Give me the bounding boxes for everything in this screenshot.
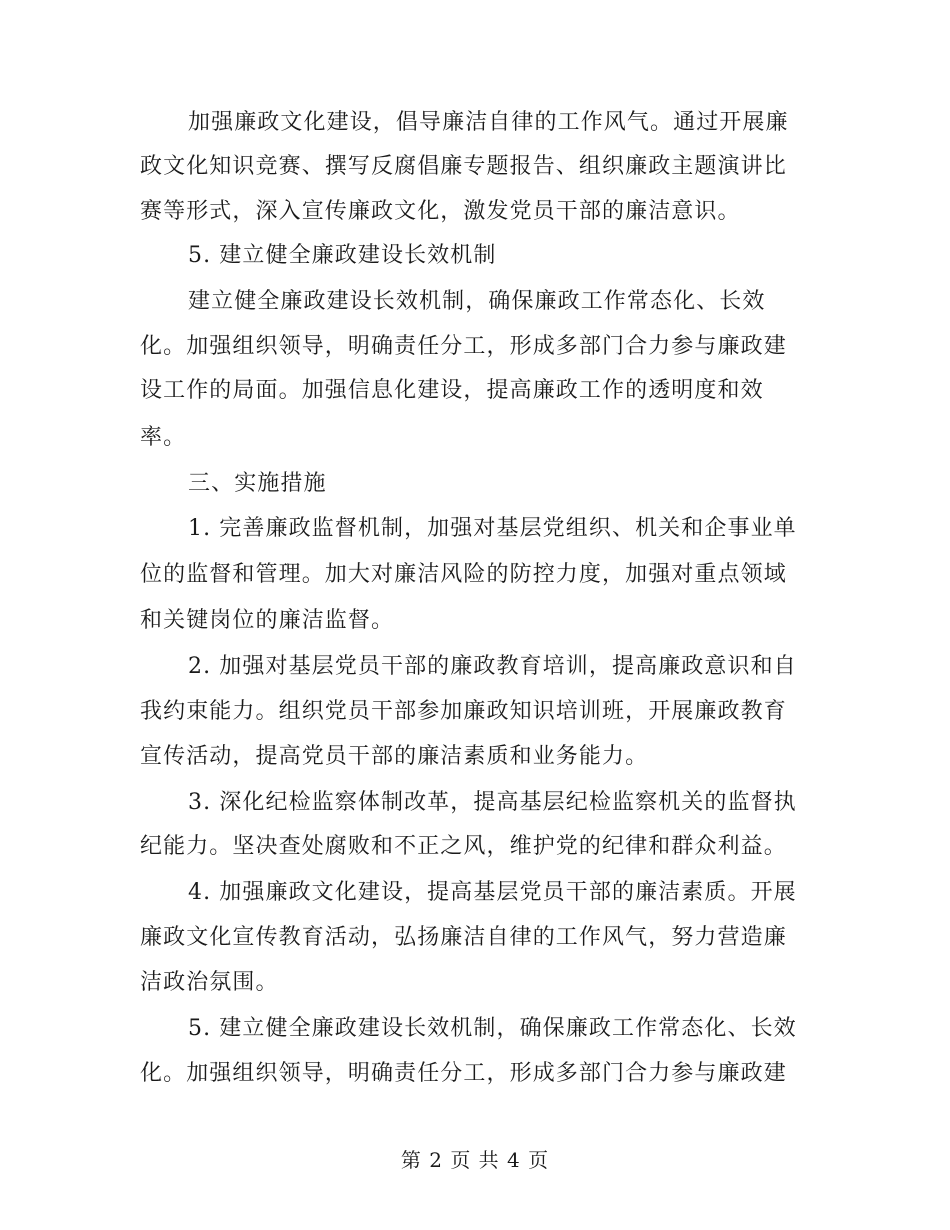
body-line: 和关键岗位的廉洁监督。 — [140, 608, 395, 633]
body-line: 3. 深化纪检监察体制改革，提高基层纪检监察机关的监督执 — [188, 790, 797, 815]
body-line: 化。加强组织领导，明确责任分工，形成多部门合力参与廉政建 — [140, 334, 787, 359]
body-line: 洁政治氛围。 — [140, 970, 279, 995]
body-line: 建立健全廉政建设长效机制，确保廉政工作常态化、长效 — [188, 289, 766, 314]
body-line: 4. 加强廉政文化建设，提高基层党员干部的廉洁素质。开展 — [188, 880, 797, 905]
body-line: 1. 完善廉政监督机制，加强对基层党组织、机关和企事业单 — [188, 516, 797, 541]
section-heading: 5. 建立健全廉政建设长效机制 — [188, 243, 497, 268]
body-line: 宣传活动，提高党员干部的廉洁素质和业务能力。 — [140, 744, 649, 769]
page-number: 第 2 页 共 4 页 — [400, 1148, 550, 1172]
body-line: 我约束能力。组织党员干部参加廉政知识培训班，开展廉政教育 — [140, 699, 787, 724]
body-line: 廉政文化宣传教育活动，弘扬廉洁自律的工作风气，努力营造廉 — [140, 925, 787, 950]
body-line: 政文化知识竞赛、撰写反腐倡廉专题报告、组织廉政主题演讲比 — [140, 154, 787, 179]
section-heading: 三、实施措施 — [188, 471, 327, 496]
body-line: 化。加强组织领导，明确责任分工，形成多部门合力参与廉政建 — [140, 1061, 787, 1086]
body-line: 加强廉政文化建设，倡导廉洁自律的工作风气。通过开展廉 — [188, 110, 789, 135]
body-line: 赛等形式，深入宣传廉政文化，激发党员干部的廉洁意识。 — [140, 199, 741, 224]
body-line: 纪能力。坚决查处腐败和不正之风，维护党的纪律和群众利益。 — [140, 834, 787, 859]
body-line: 率。 — [140, 425, 187, 450]
body-line: 位的监督和管理。加大对廉洁风险的防控力度，加强对重点领域 — [140, 562, 787, 587]
body-line: 5. 建立健全廉政建设长效机制，确保廉政工作常态化、长效 — [188, 1016, 797, 1041]
body-line: 2. 加强对基层党员干部的廉政教育培训，提高廉政意识和自 — [188, 654, 797, 679]
body-line: 设工作的局面。加强信息化建设，提高廉政工作的透明度和效 — [140, 378, 764, 403]
